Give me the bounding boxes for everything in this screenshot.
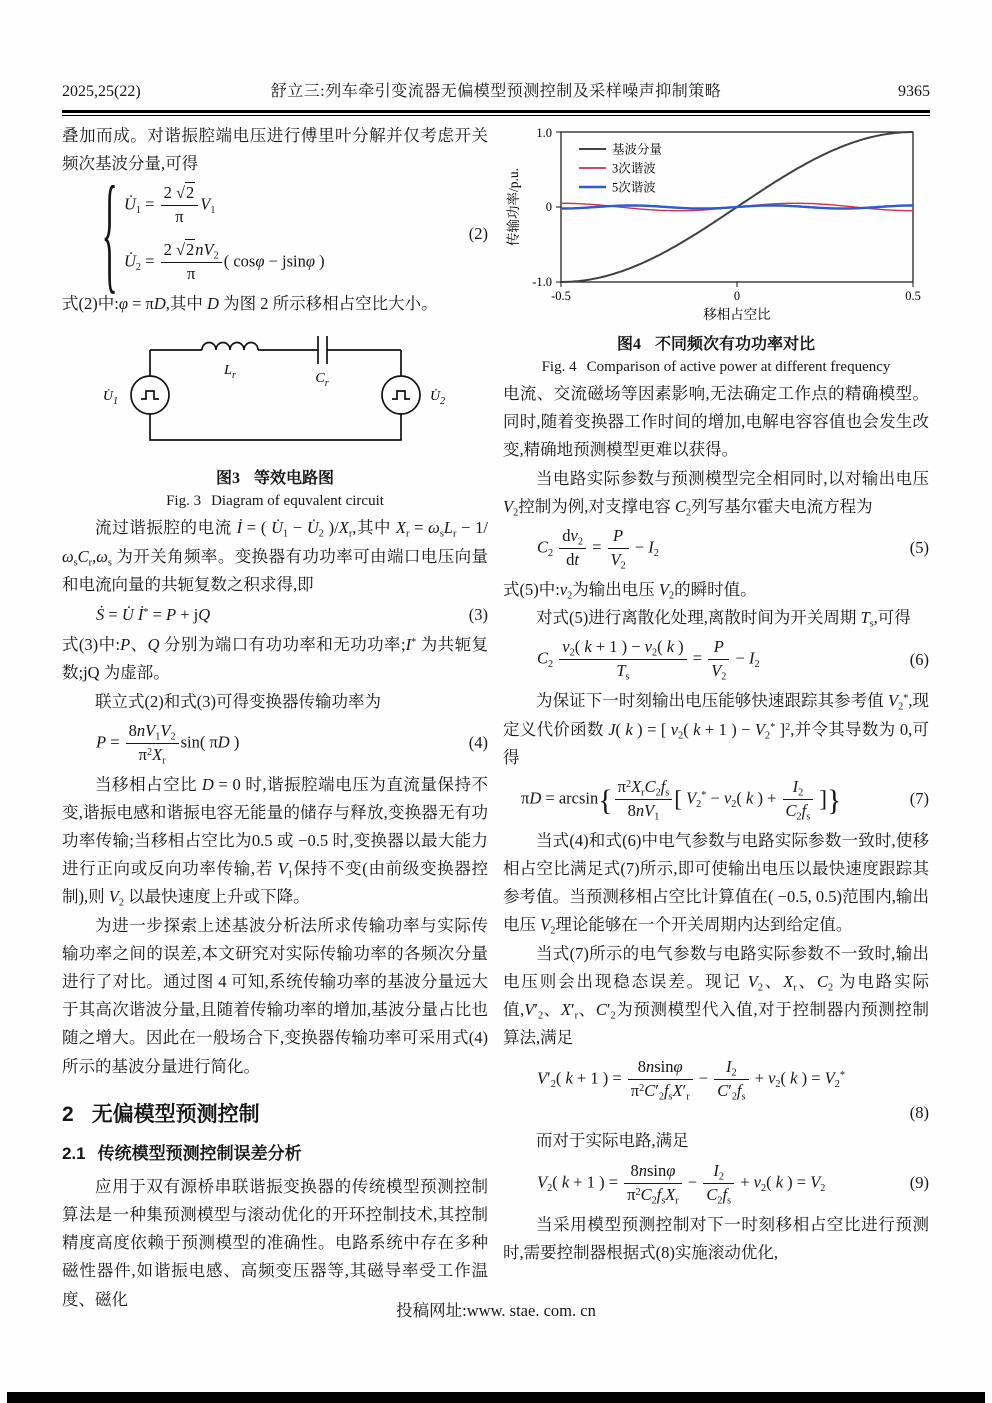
y-tick-label: 1.0 — [536, 126, 552, 140]
equation-7: πD = arcsin{ $\pi^2X_rC_2f_s$ $8nV_1$ [ $V_2^* - v_2$( k ) + $\frac{I_2}{C_2f_s}$ ]} (7) — [521, 776, 929, 823]
paragraph: 应用于双有源桥串联谐振变换器的传统模型预测控制算法是一种集预测模型与滚动优化的开环控制技术,其控制精度高度依赖于预测模型的准确性。电路系统中存在多种磁性器件,如谐振电感、高频变压器等,其磁导率受工作温度、磁化 — [62, 1176, 488, 1309]
footer-submission-url: 投稿网址:www. stae. com. cn — [396, 1301, 596, 1320]
paragraph: 当式(4)和式(6)中电气参数与电路实际参数一致时,使移相占空比满足式(7)所示,即可使输出电压以最快速度跟踪其参考值。当预测移相占空比计算值在( −0.5, 0.5)范围内,输出电压 $V_2$理论能够在一个开关周期内达到给定值。 — [503, 830, 929, 938]
equation-number: (8) — [909, 1103, 929, 1123]
header-rule-thick — [62, 110, 930, 113]
source-symbol — [131, 376, 169, 414]
paragraph: 当电路实际参数与预测模型完全相同时,以对输出电压 $V_2$控制为例,对支撑电容 $C_2$列写基尔霍夫电流方程为 — [503, 468, 929, 519]
paragraph: 当式(7)所示的电气参数与电路实际参数不一致时,输出电压则会出现稳态误差。现记 $V_2$、$X_r$、$C_2$ 为电路实际值$,V'_2$、$X'_r$、$C'_2$为预测模型代入值,对于控制器内预测控制算法,满足 — [503, 943, 930, 1048]
figure-3-caption-zh: 图3 等效电路图 — [215, 470, 335, 488]
equation-number: (2) — [468, 224, 488, 244]
equation-5: $C_2$ $\frac{dv_2}{dt}$ = $\frac{P}{V_2}$ − $I_2$ (5) — [537, 526, 929, 572]
equation-8: $V'_2$( k + 1 ) = 8nsinφ $\pi^2C'_2f_sX'_r$ − $\frac{I_2}{C'_2f_s}$ + $v_2$( k ) = $V_2^*$ — [537, 1057, 845, 1104]
paragraph: 式(2)中:φ = πD,其中 D 为图 2 所示移相占空比大小。 — [62, 294, 438, 314]
paragraph: 叠加而成。对谐振腔端电压进行傅里叶分解并仅考虑开关频次基波分量,可得 — [62, 126, 488, 174]
paragraph: 而对于实际电路,满足 — [536, 1131, 689, 1151]
equation-6: $C_2$ $\frac{v_2( k + 1 ) - v_2( k )}{T_s}$ = $\frac{P}{V_2}$ − $I_2$ (6) — [537, 637, 929, 683]
left-brace: { — [101, 161, 118, 308]
paragraph: 对式(5)进行离散化处理,离散时间为开关周期 $T_s$,可得 — [536, 608, 911, 630]
journal-issue: 2025,25(22) — [62, 83, 141, 100]
paragraph: 当移相占空比 D = 0 时,谐振腔端电压为直流量保持不变,谐振电感和谐振电容无能量的储存与释放,变换器无有功功率传输;当移相占空比为0.5 或 −0.5 时,变换器以最大能力进行正向或反向功率传输,若 $V_1$保持不变(由前级变换器控制),则 $V_2$ 以最快速度上升或下降。 — [62, 774, 488, 910]
equation-number: (7) — [909, 789, 929, 809]
two-column-body — [62, 122, 930, 1314]
label-cr: $C_r$ — [315, 371, 329, 390]
y-tick-label: 0 — [545, 200, 552, 214]
x-axis-label: 移相占空比 — [703, 307, 771, 322]
series-line — [561, 206, 913, 209]
paragraph: 电流、交流磁场等因素影响,无法确定工作点的精确模型。同时,随着变换器工作时间的增加,电解电容容值也会发生改变,精确地预测模型更难以获得。 — [503, 384, 929, 460]
equation-number: (3) — [468, 605, 488, 625]
figure-4-caption-zh: 图4 不同频次有功功率对比 — [616, 336, 816, 353]
right-column — [503, 122, 929, 1314]
circuit-diagram — [62, 328, 489, 458]
equation-2-lines — [124, 184, 325, 284]
equation-8-number-line — [503, 1103, 929, 1123]
equation-2-line-1: $U̇_1$ = $\frac{2 √2}{\pi}$ $V_1$ — [124, 183, 216, 227]
legend-label: 5次谐波 — [612, 180, 656, 195]
equation-2-line-2: $U̇_2$ = $\frac{2 √2nV_2}{\pi}$ ( cosφ − jsinφ ) — [124, 240, 325, 284]
fig4-chart — [503, 124, 929, 324]
paragraph: 联立式(2)和式(3)可得变换器传输功率为 — [95, 691, 381, 711]
figure-3-caption-en: Fig. 3 Diagram of equvalent circuit — [166, 493, 384, 510]
page-header — [62, 78, 930, 116]
equation-number: (6) — [909, 649, 929, 669]
source-symbol — [382, 376, 420, 414]
legend-label: 基波分量 — [612, 142, 663, 157]
wire — [150, 350, 401, 440]
label-lr: $L_r$ — [224, 363, 236, 382]
section-heading: 2 无偏模型预测控制 — [62, 1102, 260, 1126]
square-wave-icon — [392, 391, 410, 399]
header-rule-thin — [62, 115, 930, 116]
figure-4 — [503, 124, 929, 376]
label-u2: $U̇_2$ — [430, 389, 446, 408]
label-u1: $U̇_1$ — [102, 389, 118, 408]
paragraph: 式(5)中$:v_2$为输出电压 $V_2$的瞬时值。 — [503, 579, 757, 602]
legend-label: 3次谐波 — [612, 161, 656, 176]
square-wave-icon — [141, 391, 159, 399]
paragraph: 式(3)中:P、Q 分别为端口有功功率和无功功率;I* 为共轭复数;jQ 为虚部。 — [62, 635, 489, 683]
running-title: 舒立三:列车牵引变流器无偏模型预测控制及采样噪声抑制策略 — [270, 83, 722, 100]
x-tick-label: -0.5 — [551, 289, 571, 303]
x-tick-label: 0 — [733, 289, 741, 303]
equation-4: P = $\frac{8nV_1V_2}{\pi^2X_r}$ sin( πD ) (4) — [96, 720, 488, 767]
paragraph: 为进一步探索上述基波分析法所求传输功率与实际传输功率之间的误差,本文研究对实际传输功率的各频次分量进行了对比。通过图 4 可知,系统传输功率的基波分量远大于其高次谐波分量,且随着传输功率的增加,基波分量占比也随之增大。因此在一般场合下,变换器传输功率可采用式(4)所示的基波分量进行简化。 — [62, 915, 488, 1076]
subsection-heading: 2.1 传统模型预测控制误差分析 — [62, 1143, 302, 1163]
inductor-icon — [202, 343, 258, 351]
paragraph: 流过谐振腔的电流 İ = ( $U̇_1$ − $U̇_2$ )$/X_r$,其中 $X_r = \omega_sL_r - 1/\omega_sC_r,\omega_s$ 为开关角频率。变换器有功功率可由端口电压向量和电流向量的共轭复数之积求得,即 — [62, 518, 488, 594]
figure-3 — [62, 328, 488, 510]
paragraph: 为保证下一时刻输出电压能够快速跟踪其参考值 $V_2^*$,现定义代价函数 J( k ) = [ $v_2$( k + 1 ) − $V_2^*$ ]$^2$,并令其导数为 0,可得 — [503, 691, 930, 767]
equation-number: (4) — [468, 733, 488, 753]
paragraph: 当采用模型预测控制对下一时刻移相占空比进行预测时,需要控制器根据式(8)实施滚动优化, — [503, 1214, 929, 1262]
x-tick-label: 0.5 — [905, 289, 921, 303]
left-column — [62, 122, 488, 1314]
scan-edge-bar — [7, 1392, 985, 1403]
y-axis-label: 传输功率/p.u. — [506, 167, 521, 247]
equation-number: (9) — [909, 1173, 929, 1193]
y-tick-label: -1.0 — [532, 275, 552, 289]
equation-9: $V_2$( k + 1 ) = 8nsinφ $\pi^2C_2f_sX_r$ − $\frac{I_2}{C_2f_s}$ + $v_2$( k ) = $V_2$ (9) — [537, 1160, 929, 1207]
figure-4-caption-en: Fig. 4 Comparison of active power at different frequency — [541, 359, 891, 375]
equation-number: (5) — [909, 538, 929, 558]
chart-legend — [579, 142, 662, 195]
page-number: 9365 — [898, 83, 930, 100]
equation-3: Ṡ = U̇ İ* = P + jQ (3) — [96, 605, 488, 625]
